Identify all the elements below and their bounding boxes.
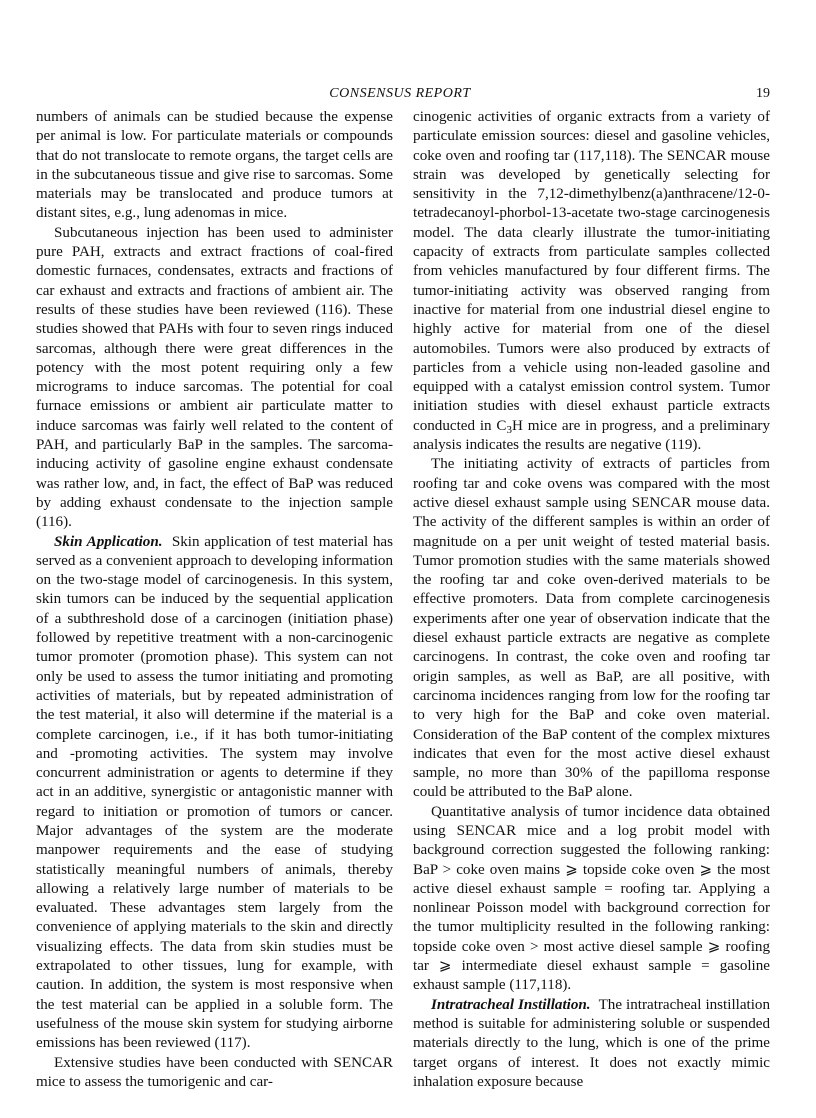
page-number: 19 [756,86,770,101]
paragraph-left-4: Extensive studies have been conducted with SENCAR mice to assess the tumorigenic and car- [36,1054,393,1090]
paragraph-right-4-text: The intratracheal instillation method is suitable for administering soluble or suspended materials directly to the lung, which is one of the prime target organs of interest. It does not exactly mimic inhalation exposure because [413,996,771,1090]
paragraph-left-2: Subcutaneous injection has been used to administer pure PAH, extracts and extract fractions of coal-fired domestic furnaces, condensates, extracts and fractions of car exhaust and extracts and fractions of ambient air. The results of these studies have been reviewed (116). These studies showed that PAHs with four to seven rings induced sarcomas, although there were great differences in the potency with the most potent requiring only a few micrograms to induce sarcomas. The potential for coal furnace emissions or ambient air particulate matter to induce sarcomas was fairly well related to the content of PAH, and particularly BaP in the samples. The sarcoma-inducing activity of gasoline engine exhaust condensate was rather low, and, in fact, the effect of BaP was reduced by adding exhaust condensate to the injection sample (116). [36,224,393,531]
subscript-3: 3 [506,423,512,436]
running-head: CONSENSUS REPORT [329,86,471,101]
paragraph-right-1-text: cinogenic activities of organic extracts from a variety of particulate emission sources: diesel and gasoline vehicles, coke oven and roofing tar (117,118). The SENCAR mouse strain was developed by genetically selecting for sensitivity in the 7,12-dimethylbenz(a)anthracene/12-0-tetradecanoyl-phorbol-13-acetate two-stage carcinogenesis model. The data clearly illustrate the tumor-initiating capacity of extracts from particulate samples collected from vehicles manufactured by four different firms. The tumor-initiating activity was observed ranging from inactive for material from one industrial diesel engine to highly active for material from one of the diesel automobiles. Tumors were also produced by extracts of particles from a vehicle using non-leaded gasoline and equipped with a catalyst emission control system. Tumor initiation studies with diesel exhaust particle extracts conducted in C [413,109,770,434]
section-heading-intratracheal-instillation: Intratracheal Instillation. [431,996,591,1013]
paragraph-left-3-text: Skin application of test material has served as a convenient approach to developing information on the two-stage model of carcinogenesis. In this system, skin tumors can be induced by the sequential application of a subthreshold dose of a carcinogen (initiation phase) followed by repetitive treatment with a non-carcinogenic tumor promoter (promotion phase). This system can not only be used to assess the tumor initiating and promoting activities of materials, but by repeated administration of the test material, it also will determine if the material is a complete carcinogen, i.e., if it has both tumor-initiating and -promoting activities. The system may involve concurrent administration or agents to determine if they act in an additive, synergistic or antagonistic manner with regard to initiation or promotion of tumors or cancer. Major advantages of the system are the moderate manpower requirements and the ease of studying statistically meaningful numbers of animals, thereby allowing a relatively large number of materials to be evaluated. These advantages stem largely from the convenience of applying materials to the skin and directly visualizing effects. The data from skin studies must be extrapolated to other tissues, lung for example, with caution. In addition, the system is most responsive when the test material can be applied in a soluble form. The usefulness of the mouse skin system for studying airborne emissions has been reviewed (117). [36,533,394,1052]
paragraph-right-3: Quantitative analysis of tumor incidence data obtained using SENCAR mice and a log probit model with background correction suggested the following ranking: BaP > coke oven mains ⩾ topside coke oven ⩾ the most active diesel exhaust sample = roofing tar. Applying a nonlinear Poisson model with background correction for the tumor multiplicity resulted in the following ranking: topside coke oven > most active diesel sample ⩾ roofing tar ⩾ intermediate diesel exhaust sample = gasoline exhaust sample (117,118). [413,803,770,994]
page-header [30,86,770,106]
paragraph-skin-application [36,533,393,1054]
left-column [36,108,393,1092]
paragraph-right-2: The initiating activity of extracts of particles from roofing tar and coke ovens was compared with the most active diesel exhaust sample using SENCAR mouse data. The activity of the different samples is within an order of magnitude on a per unit weight of tested material basis. Tumor promotion studies with the same materials showed the roofing tar and coke oven-derived materials to be effective promoters. Data from complete carcinogenesis experiments after one year of observation indicate that the diesel exhaust particle extracts are negative as complete carcinogens. In contrast, the coke oven and roofing tar origin samples, as well as BaP, are all positive, with carcinoma incidences ranging from low for the roofing tar to very high for the BaP and coke oven material. Consideration of the BaP content of the complex mixtures indicates that even for the most active diesel exhaust sample, no more than 30% of the papilloma response could be attributed to the BaP alone. [413,456,770,801]
paragraph-left-1: numbers of animals can be studied because the expense per animal is low. For particulate materials or compounds that do not translocate to remote organs, the target cells are in the subcutaneous tissue and give rise to sarcomas. Some materials may be translocated and produce tumors at distant sites, e.g., lung adenomas in mice. [36,109,393,222]
paragraph-right-1-end: H mice are in progress, and a preliminary analysis indicates the results are negative (119). [413,417,770,454]
paragraph-intratracheal-instillation [413,996,770,1092]
right-column [413,108,770,1092]
paragraph-right-1 [413,108,770,455]
section-heading-skin-application: Skin Application. [54,533,163,550]
